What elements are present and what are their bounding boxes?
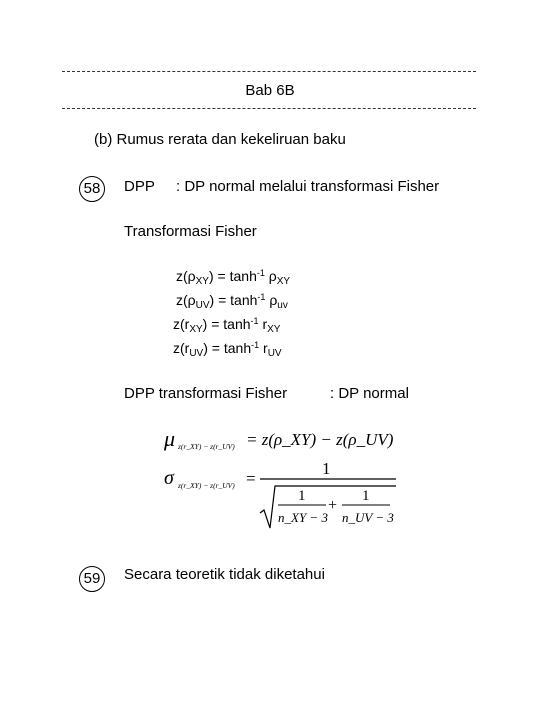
fisher-transform-heading: Transformasi Fisher (124, 223, 257, 240)
mu-rhs: = z(ρ_XY) − z(ρ_UV) (246, 430, 394, 449)
top-divider (62, 71, 476, 72)
item-number-badge-58: 58 (79, 176, 105, 202)
term2-numerator: 1 (362, 488, 370, 504)
dpp-fisher-value: : DP normal (330, 385, 409, 402)
sigma-symbol: σ (164, 467, 174, 489)
equation-z-r-uv: $z(r_{UV}) = \tanh^{-1} r_{UV}$ (173, 340, 282, 359)
equation-z-rho-xy: $z(\rho_{XY}) = \tanh^{-1} \rho_{XY}$ (176, 268, 291, 287)
fisher-formula (150, 418, 420, 540)
term2-denominator: n_UV − 3 (342, 510, 394, 525)
section-heading: (b) Rumus rerata dan kekeliruan baku (94, 131, 346, 148)
chapter-title: Bab 6B (245, 82, 295, 99)
item-number-badge-59: 59 (79, 566, 105, 592)
term1-denominator: n_XY − 3 (278, 510, 328, 525)
equation-z-rho-uv: $z(\rho_{UV}) = \tanh^{-1} \rho_{uv}$ (176, 292, 288, 311)
sigma-subscript: z(r_XY) − z(r_UV) (178, 481, 235, 490)
bottom-divider (62, 108, 476, 109)
mu-subscript: z(r_XY) − z(r_UV) (178, 442, 235, 451)
dpp-description: : DP normal melalui transformasi Fisher (176, 178, 440, 195)
mu-symbol: μ (164, 426, 176, 451)
sigma-equals: = (246, 469, 256, 488)
term1-numerator: 1 (298, 488, 306, 504)
plus-sign: + (328, 497, 338, 514)
item59-text: Secara teoretik tidak diketahui (124, 566, 325, 583)
dpp-label: DPP (124, 178, 155, 195)
equation-z-r-xy: $z(r_{XY}) = \tanh^{-1} r_{XY}$ (173, 316, 281, 335)
main-numerator: 1 (322, 459, 331, 478)
dpp-fisher-label: DPP transformasi Fisher (124, 385, 288, 402)
